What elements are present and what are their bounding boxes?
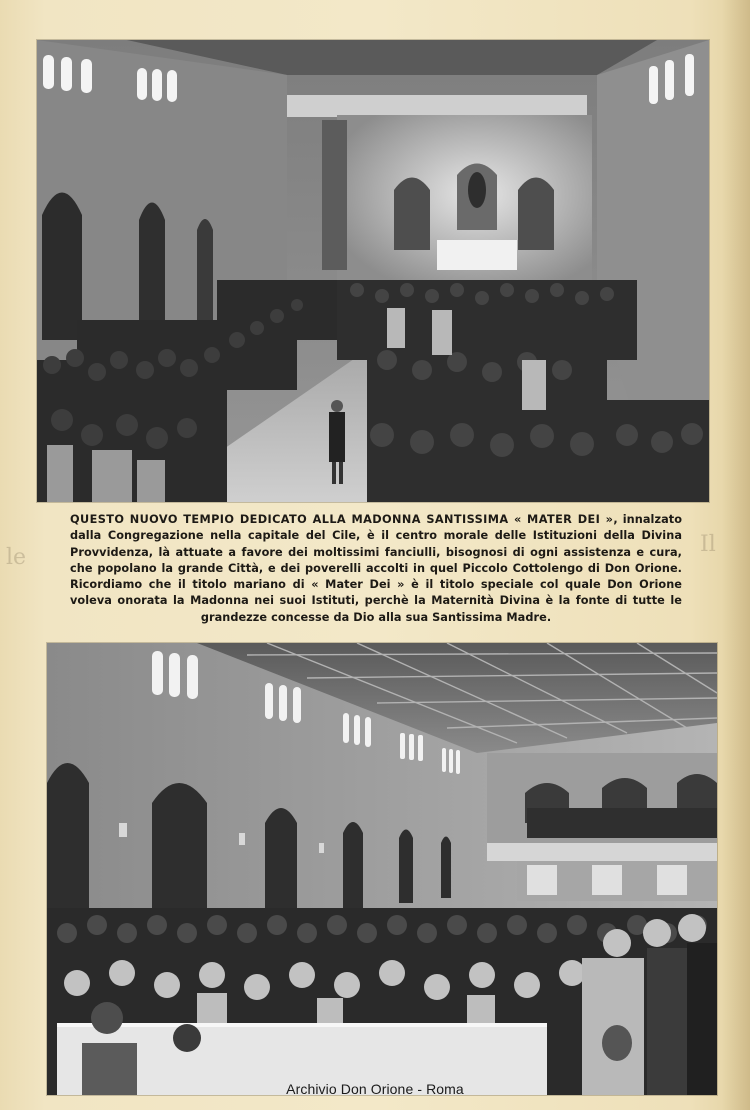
photo-caption	[70, 512, 682, 626]
page-edge-shadow	[722, 0, 750, 1110]
church-interior-mass-photo	[37, 40, 709, 502]
caption-body: , innalzato dalla Congregazione nella capitale del Cile, è il centro morale delle Istituzioni della Divina Provvidenza, là attuate a favore dei moltissimi fanciulli, bisognosi di ogni assistenza e cura, che popolano la grande Città, e dei poverelli accolti in quel Piccolo Cottolengo di Don Orione. Ricordiamo che il titolo mariano di « Mater Dei » è il titolo speciale col quale Don Orione voleva onorata la Madonna nei suoi Istituti, perchè la Maternità Divina è la fonte di tutte le grandezze concesse da Dio alla sua Santissima Madre.	[70, 513, 683, 624]
show-through-mark: Il	[700, 532, 716, 557]
show-through-mark: le	[6, 545, 27, 570]
caption-lead: QUESTO NUOVO TEMPIO DEDICATO ALLA MADONNA SANTISSIMA « MATER DEI »	[70, 513, 614, 526]
church-nave-congregation-photo	[47, 643, 717, 1095]
archive-watermark: Archivio Don Orione - Roma	[286, 1081, 464, 1097]
